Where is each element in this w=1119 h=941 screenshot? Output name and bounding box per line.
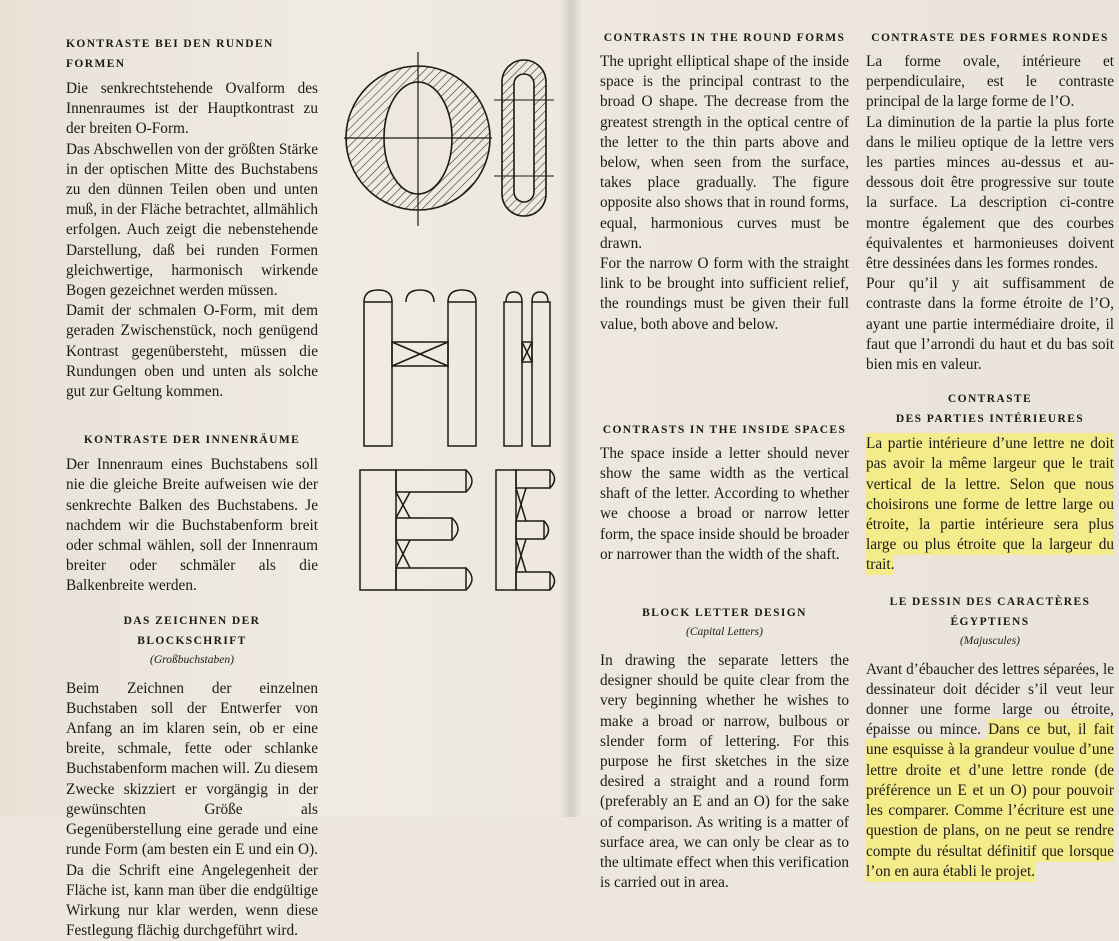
french-paragraph [866, 660, 1114, 882]
french-heading-inside-spaces-2: DES PARTIES INTÉRIEURES [895, 413, 1085, 426]
narrow-e-figure [496, 470, 555, 590]
book-gutter [560, 0, 582, 817]
german-paragraph: Das Abschwellen von der größten Stärke in der optischen Mitte des Buchstabens zu den dünnen Teilen oben und unten muß, in der Fläche betrachtet, allmählich erfolgen. Auch zeigt die nebenstehende Darstellung, daß bei runden Formen gleichwertige, harmonisch wirkende Bogen gezeichnet werden müssen. [66, 140, 318, 300]
english-heading-block-letters: BLOCK LETTER DESIGN [642, 607, 807, 620]
german-subheading: (Großbuchstaben) [150, 653, 234, 666]
german-paragraph: Der Innenraum eines Buchstabens soll nie die gleiche Breite aufweisen wie der senkrechte Balken des Buchstabens. Je nachdem wir die Buchstabenform breit oder schmal wählen, soll der Innenraum breiter oder schmäler als die Balkenbreite werden. [66, 456, 318, 595]
german-column [66, 34, 318, 941]
french-paragraph-highlighted [866, 434, 1114, 575]
narrow-h-figure [504, 292, 550, 446]
french-paragraph: La diminution de la partie la plus forte dans le milieu optique de la lettre vers les parties minces au-dessus et au-dessous doit être progressive sur toute la surface. La description ci-contre montre également que des courbes équivalentes et harmonieuses doivent être dessinées dans les formes rondes. [866, 113, 1114, 273]
english-paragraph: The space inside a letter should never show the same width as the vertical shaft of the letter. According to whether we choose a broad or narrow letter form, the space inside should be broader or narrower than the width of the shaft. [600, 444, 849, 563]
highlighted-text: Dans ce but, il fait une esquisse à la grandeur voulue d’une lettre droite et d’une lettre ronde (de préférence un E et un O) pour pouvoir les comparer. Comme l’écriture est une question de plans, on ne peut se rendre compte du résultat définitif que lorsque l’on en aura établi le projet. [866, 721, 1114, 880]
english-paragraph: In drawing the separate letters the designer should be quite clear from the very beginning whether he wishes to make a broad or narrow, bulbous or slender form of lettering. For this purpose he first sketches in the size desired a straight and a round form (preferably an E and an O) for the sake of comparison. As writing is a matter of surface area, we can only be clear as to the ultimate effect when this verification is carried out in area. [600, 652, 849, 892]
french-paragraph: Pour qu’il y ait suffisamment de contraste dans la forme étroite de l’O, ayant une partie intermédiaire droite, il faut que l’arrondi du haut et du bas soit bien mis en valeur. [866, 275, 1114, 374]
broad-h-figure [364, 290, 476, 446]
english-heading-round-forms: CONTRASTS IN THE ROUND FORMS [603, 32, 846, 44]
french-heading-block-letters-2: ÉGYPTIENS [950, 615, 1030, 628]
illustration-letters [336, 40, 558, 600]
german-paragraph: Beim Zeichnen der einzelnen Buchstaben soll der Entwerfer von Anfang an im klaren sein, ob er eine breite, schmale, fette oder schlanke Buchstabenform machen will. Zu diesem Zwecke skizziert er vorgängig in der gewünschten Größe als Gegenüberstellung eine gerade und eine runde Form (am besten ein E und ein O). Da die Schrift eine Angelegenheit der Fläche ist, kann man über die endgültige Wirkung nur klar werden, wenn diese Festlegung flächig durchgeführt wird. [66, 679, 318, 940]
french-column [866, 28, 1114, 882]
german-paragraph: Damit der schmalen O-Form, mit dem geraden Zwischenstück, noch genügend Kontrast gegenübersteht, müssen die Rundungen oben und unten als solche gut zur Geltung kommen. [66, 302, 318, 401]
broad-o-figure [344, 52, 492, 226]
english-column [600, 28, 849, 894]
german-paragraph: Die senkrechtstehende Ovalform des Innenraumes ist der Hauptkontrast zu der breiten O-Form. [66, 80, 318, 138]
english-paragraph: For the narrow O form with the straight link to be brought into sufficient relief, the roundings must be given their full value, both above and below. [600, 255, 849, 333]
french-subheading: (Majuscules) [959, 634, 1021, 647]
french-paragraph: La forme ovale, intérieure et perpendiculaire, est le contraste principal de la large forme de l’O. [866, 53, 1114, 111]
english-subheading: (Capital Letters) [686, 626, 763, 639]
german-heading-block-letters-1: DAS ZEICHNEN DER [123, 614, 261, 627]
english-heading-inside-spaces: CONTRASTS IN THE INSIDE SPACES [602, 423, 847, 436]
french-heading-inside-spaces-1: CONTRASTE [947, 393, 1033, 406]
broad-e-figure [360, 470, 472, 590]
english-paragraph: The upright elliptical shape of the inside space is the principal contrast to the broad O shape. The decrease from the greatest strength in the optical centre of the letter to the thin parts above and below, when seen from the surface, takes place gradually. The figure opposite also shows that in round forms, equal, harmonious curves must be drawn. [600, 53, 849, 252]
narrow-o-figure [494, 60, 554, 216]
french-heading-round-forms: CONTRASTE DES FORMES RONDES [871, 32, 1109, 44]
french-heading-block-letters-1: LE DESSIN DES CARACTÈRES [889, 595, 1091, 608]
french-text: Avant d’ébaucher des lettres séparées, le dessinateur doit décider s’il veut leur donner une forme large ou étroite, épaisse ou mince. [866, 660, 1114, 739]
german-heading-round-forms: KONTRASTE BEI DEN RUNDEN FORMEN [66, 38, 274, 70]
german-heading-block-letters-2: BLOCKSCHRIFT [137, 634, 247, 647]
highlighted-text: La partie intérieure d’une lettre ne doit pas avoir la même largeur que le trait vertical de la lettre. Selon que nous choisirons une forme de lettre large ou étroite, la partie intérieure sera plus large ou plus étroite que la largeur du trait. [866, 435, 1114, 574]
german-heading-inside-spaces: KONTRASTE DER INNENRÄUME [83, 434, 301, 447]
